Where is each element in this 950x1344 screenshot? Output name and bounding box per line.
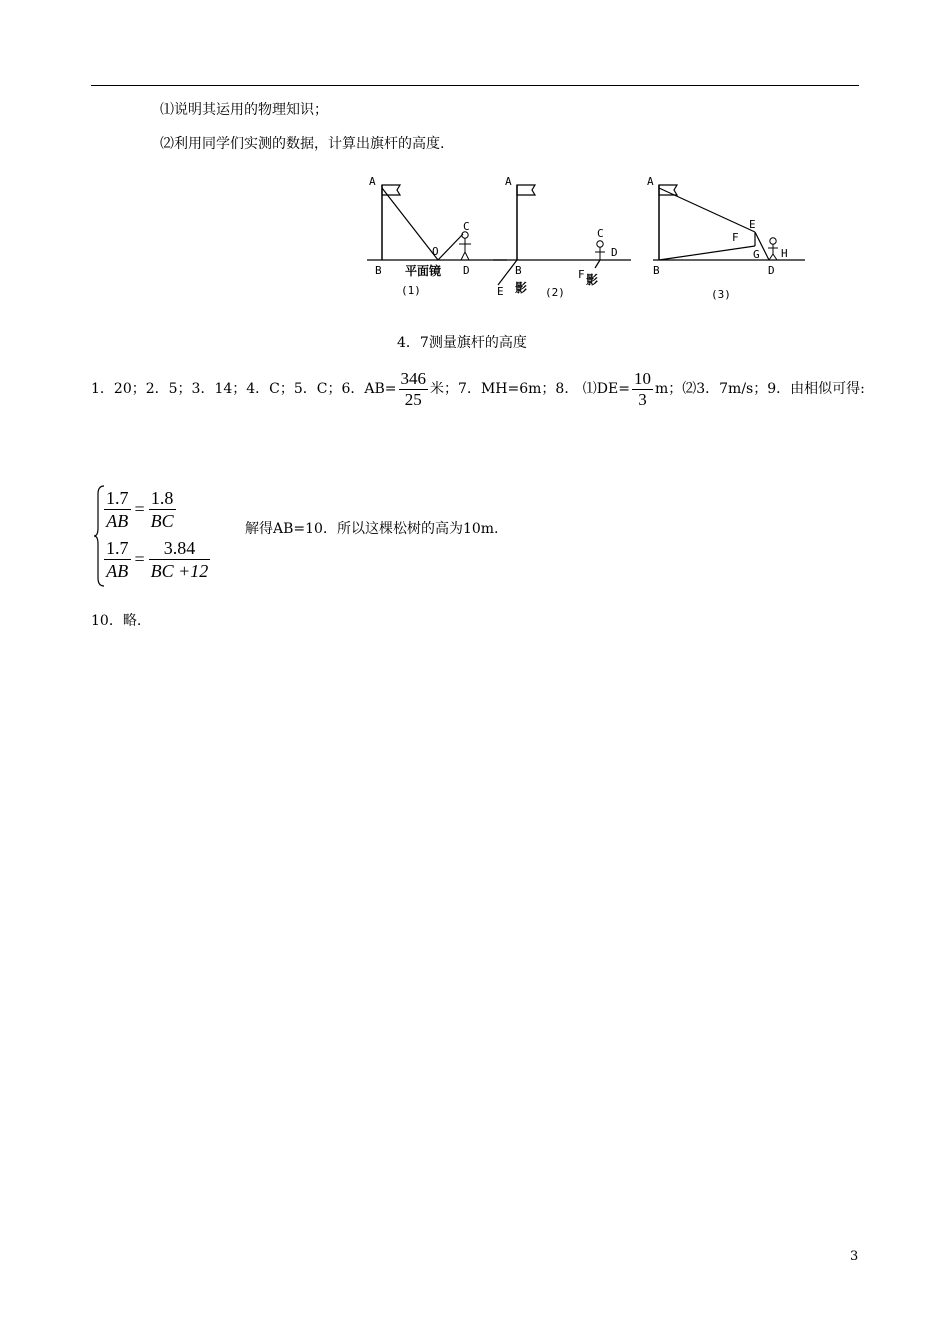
- fig1-label-B: B: [375, 264, 382, 277]
- eq2-equals: =: [134, 548, 145, 569]
- flagpole-figures: [355, 170, 815, 305]
- page-number: 3: [850, 1249, 859, 1264]
- eq2-left-denominator: AB: [106, 560, 129, 581]
- eq2-left-fraction: [104, 537, 131, 582]
- fig1-caption: (1): [401, 284, 421, 297]
- fig1-label-O: O: [432, 245, 439, 258]
- eq1-left-fraction: [104, 487, 131, 532]
- eq1-left-denominator: AB: [106, 510, 129, 531]
- fig3-caption: (3): [711, 288, 731, 301]
- fraction-de-denominator: 3: [638, 389, 647, 409]
- fig3-label-G: G: [753, 248, 760, 261]
- question-part-2: ⑵利用同学们实测的数据，计算出旗杆的高度.: [160, 136, 445, 152]
- fig2-shadow-label-1: 影: [515, 281, 528, 295]
- answers-part-2: 米；7．MH=6m；8． ⑴DE=: [430, 381, 630, 397]
- fig3-label-E: E: [749, 218, 756, 231]
- fig3-label-F: F: [732, 231, 739, 244]
- answer-10: 10．略.: [91, 613, 142, 629]
- figure-2-shadow: [493, 175, 631, 299]
- figure-1-mirror: [367, 175, 507, 297]
- answers-line: [91, 367, 865, 411]
- fig1-label-D: D: [463, 264, 470, 277]
- eq1-left-numerator: 1.7: [106, 487, 129, 508]
- eq2-right-denominator: BC +12: [150, 560, 209, 581]
- question-part-1: ⑴说明其运用的物理知识；: [160, 102, 328, 118]
- fraction-de: [632, 369, 653, 410]
- fraction-ab-denominator: 25: [404, 389, 422, 409]
- answers-part-3: m；⑵3．7m/s；9．由相似可得:: [654, 381, 865, 397]
- equation-system: [94, 484, 234, 588]
- fig2-label-F: F: [578, 268, 585, 281]
- fig1-label-A: A: [369, 175, 376, 188]
- fig3-label-A: A: [647, 175, 654, 188]
- eq1-right-numerator: 1.8: [150, 487, 174, 508]
- fig1-label-C: C: [463, 220, 470, 233]
- fig2-label-E: E: [497, 285, 504, 298]
- fig3-label-D: D: [768, 264, 775, 277]
- eq1-right-fraction: [149, 487, 176, 532]
- eq2-left-numerator: 1.7: [106, 537, 129, 558]
- answers-part-1: 1．20；2．5；3．14；4．C；5．C；6．AB=: [91, 381, 397, 397]
- fraction-ab: [399, 369, 429, 410]
- fig2-label-A: A: [505, 175, 512, 188]
- fig3-label-H: H: [781, 247, 788, 260]
- fig2-shadow-label-2: 影: [586, 273, 599, 287]
- header-rule: [91, 85, 859, 86]
- eq2-right-fraction: [149, 537, 211, 582]
- eq1-equals: =: [134, 498, 145, 519]
- eq2-right-numerator: 3.84: [163, 537, 196, 558]
- equation-1: [104, 484, 210, 534]
- figure-3-sighting: [647, 175, 805, 301]
- fig1-mirror-label: 平面镜: [405, 264, 442, 278]
- fig3-label-B: B: [653, 264, 660, 277]
- fig2-caption: (2): [545, 286, 565, 299]
- fraction-de-numerator: 10: [633, 368, 651, 388]
- equation-2: [104, 534, 210, 584]
- fraction-ab-numerator: 346: [400, 368, 427, 388]
- fig2-label-D: D: [611, 246, 618, 259]
- eq1-right-denominator: BC: [150, 510, 174, 531]
- fig2-label-B: B: [515, 264, 522, 277]
- fig2-label-C: C: [597, 227, 604, 240]
- section-title: 4．7测量旗杆的高度: [397, 335, 527, 351]
- solution-text: 解得AB=10．所以这棵松树的高为10m.: [245, 521, 499, 537]
